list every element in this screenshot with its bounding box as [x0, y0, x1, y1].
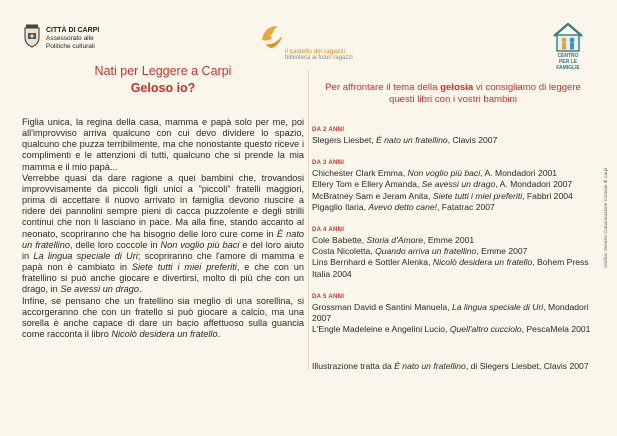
centro-per-le-famiglie-logo: [548, 22, 588, 71]
book-entry: Chichester Clark Emma, Non voglio più baci, A. Mondadori 2001: [312, 168, 558, 179]
book-entry: Slegers Liesbet, È nato un fratellino, Clavis 2007: [312, 135, 498, 145]
family-house-icon: [552, 22, 584, 52]
body-text: [22, 117, 304, 340]
reading-list: [312, 127, 594, 335]
book-entry: McBratney Sam e Jeram Anita, Siete tutti i miei preferiti, Fabbri 2004: [312, 190, 573, 201]
page-subtitle: Geloso io?: [130, 81, 196, 95]
book-entry: Ellery Tom e Ellery Amanda, Se avessi un drago, A. Mondadori 2007: [312, 179, 573, 190]
age-group: [312, 160, 594, 213]
left-column: [22, 64, 304, 340]
column-divider: [308, 70, 309, 370]
age-group: [312, 127, 594, 146]
centro-line1: CENTRO: [557, 53, 579, 59]
age-group: [312, 294, 594, 336]
citta-di-carpi-logo: [22, 24, 142, 54]
age-group: [312, 227, 594, 280]
age-label: DA 5 ANNI: [312, 293, 345, 300]
body-paragraph: Figlia unica, la regina della casa, mamma e papà solo per me, poi all'improvviso arriva qualcuno con cui devo dividere lo spazio, qualcuno che puzza terribilmente, ma che nonostante questo riceve i complimenti e le attenzioni di tutti, qualcuno che si prende la mia mamma e il mio papà...: [22, 117, 304, 172]
graphics-credit: Grafica: Servizio Comunicazione Comune di Carpi: [603, 167, 608, 268]
book-entry: Pigaglio Ilaria, Avevo detto cane!, Fatatrac 2007: [312, 201, 495, 212]
body-paragraph: Verrebbe quasi da dare ragione a quei bambini che, trovandosi improvvisamente da piccoli figli unici a "piccoli" fratelli maggiori, prima di accettare il nuovo arrivato in famiglia devono riuscire a ridere dei pannolini sempre pieni di cacca puzzolente e degli strilli continui che non li lasciano in pace. Ma alla fine, stando accanto al neonato, scopriranno che ha bisogno delle loro cure come in È nato un fratellino, delle loro coccole in Non voglio più baci e del loro aiuto in La lingua speciale di Uri; scopriranno che l'amore di mamma e papà non è cambiato in Siete tutti i miei preferiti, e che con un fratellino si può anche giocare e divertirsi, molto di più che con un drago, in Se avessi un drago.: [22, 172, 304, 295]
body-paragraph: Infine, se pensano che un fratellino sia meglio di una sorellina, si accorgeranno che con un fratello si può giocare a calcio, ma una sorella è anche capace di dare un bacio affettuoso sulla guancia come racconta il libro Nicolò desidera un fratello.: [22, 295, 304, 339]
castello-name: il castello dei ragazzi: [285, 48, 345, 55]
book-entry: Lins Bernhard e Sottler Alenka, Nicolò desidera un fratello, Bohem Press Italia 2004: [312, 257, 589, 279]
book-entry: Cole Babette, Storia d'Amore, Emme 2001: [312, 235, 475, 246]
carpi-dept-line1: Assessorato alle: [46, 35, 94, 42]
reading-list-intro: Per affrontare il tema della gelosia vi consigliamo di leggere questi libri con i vostri bambini: [325, 82, 581, 105]
castello-text: [285, 48, 353, 62]
book-entry: Grossman David e Santini Manuela, La lingua speciale di Uri, Mondadori 2007: [312, 301, 589, 324]
centro-text: [548, 53, 588, 71]
carpi-crest-icon: [22, 24, 42, 48]
book-entry: L'Engle Madeleine e Angelini Lucio, Quell'altro cucciolo, PescaMela 2001: [312, 324, 591, 335]
age-label: DA 3 ANNI: [312, 160, 345, 167]
right-column: [312, 82, 594, 373]
carpi-text: [46, 27, 99, 51]
centro-line2: PER LE FAMIGLIE: [556, 59, 580, 71]
illustration-credit: Illustrazione tratta da È nato un fratellino, di Slegers Liesbet, Clavis 2007: [312, 361, 589, 372]
age-label: DA 2 ANNI: [312, 127, 345, 133]
age-label: DA 4 ANNI: [312, 227, 345, 234]
castello-dei-ragazzi-logo: [255, 20, 365, 62]
page-title: Nati per Leggere a Carpi: [94, 64, 232, 78]
castello-tagline: biblioteca ai futuri ragazzi: [285, 55, 353, 61]
carpi-city-name: CITTÀ DI CARPI: [46, 27, 100, 34]
orange-slice-icon: [258, 22, 286, 50]
carpi-dept-line2: Politiche culturali: [46, 43, 95, 50]
book-entry: Costa Nicoletta, Quando arriva un fratellino, Emme 2007: [312, 246, 528, 257]
